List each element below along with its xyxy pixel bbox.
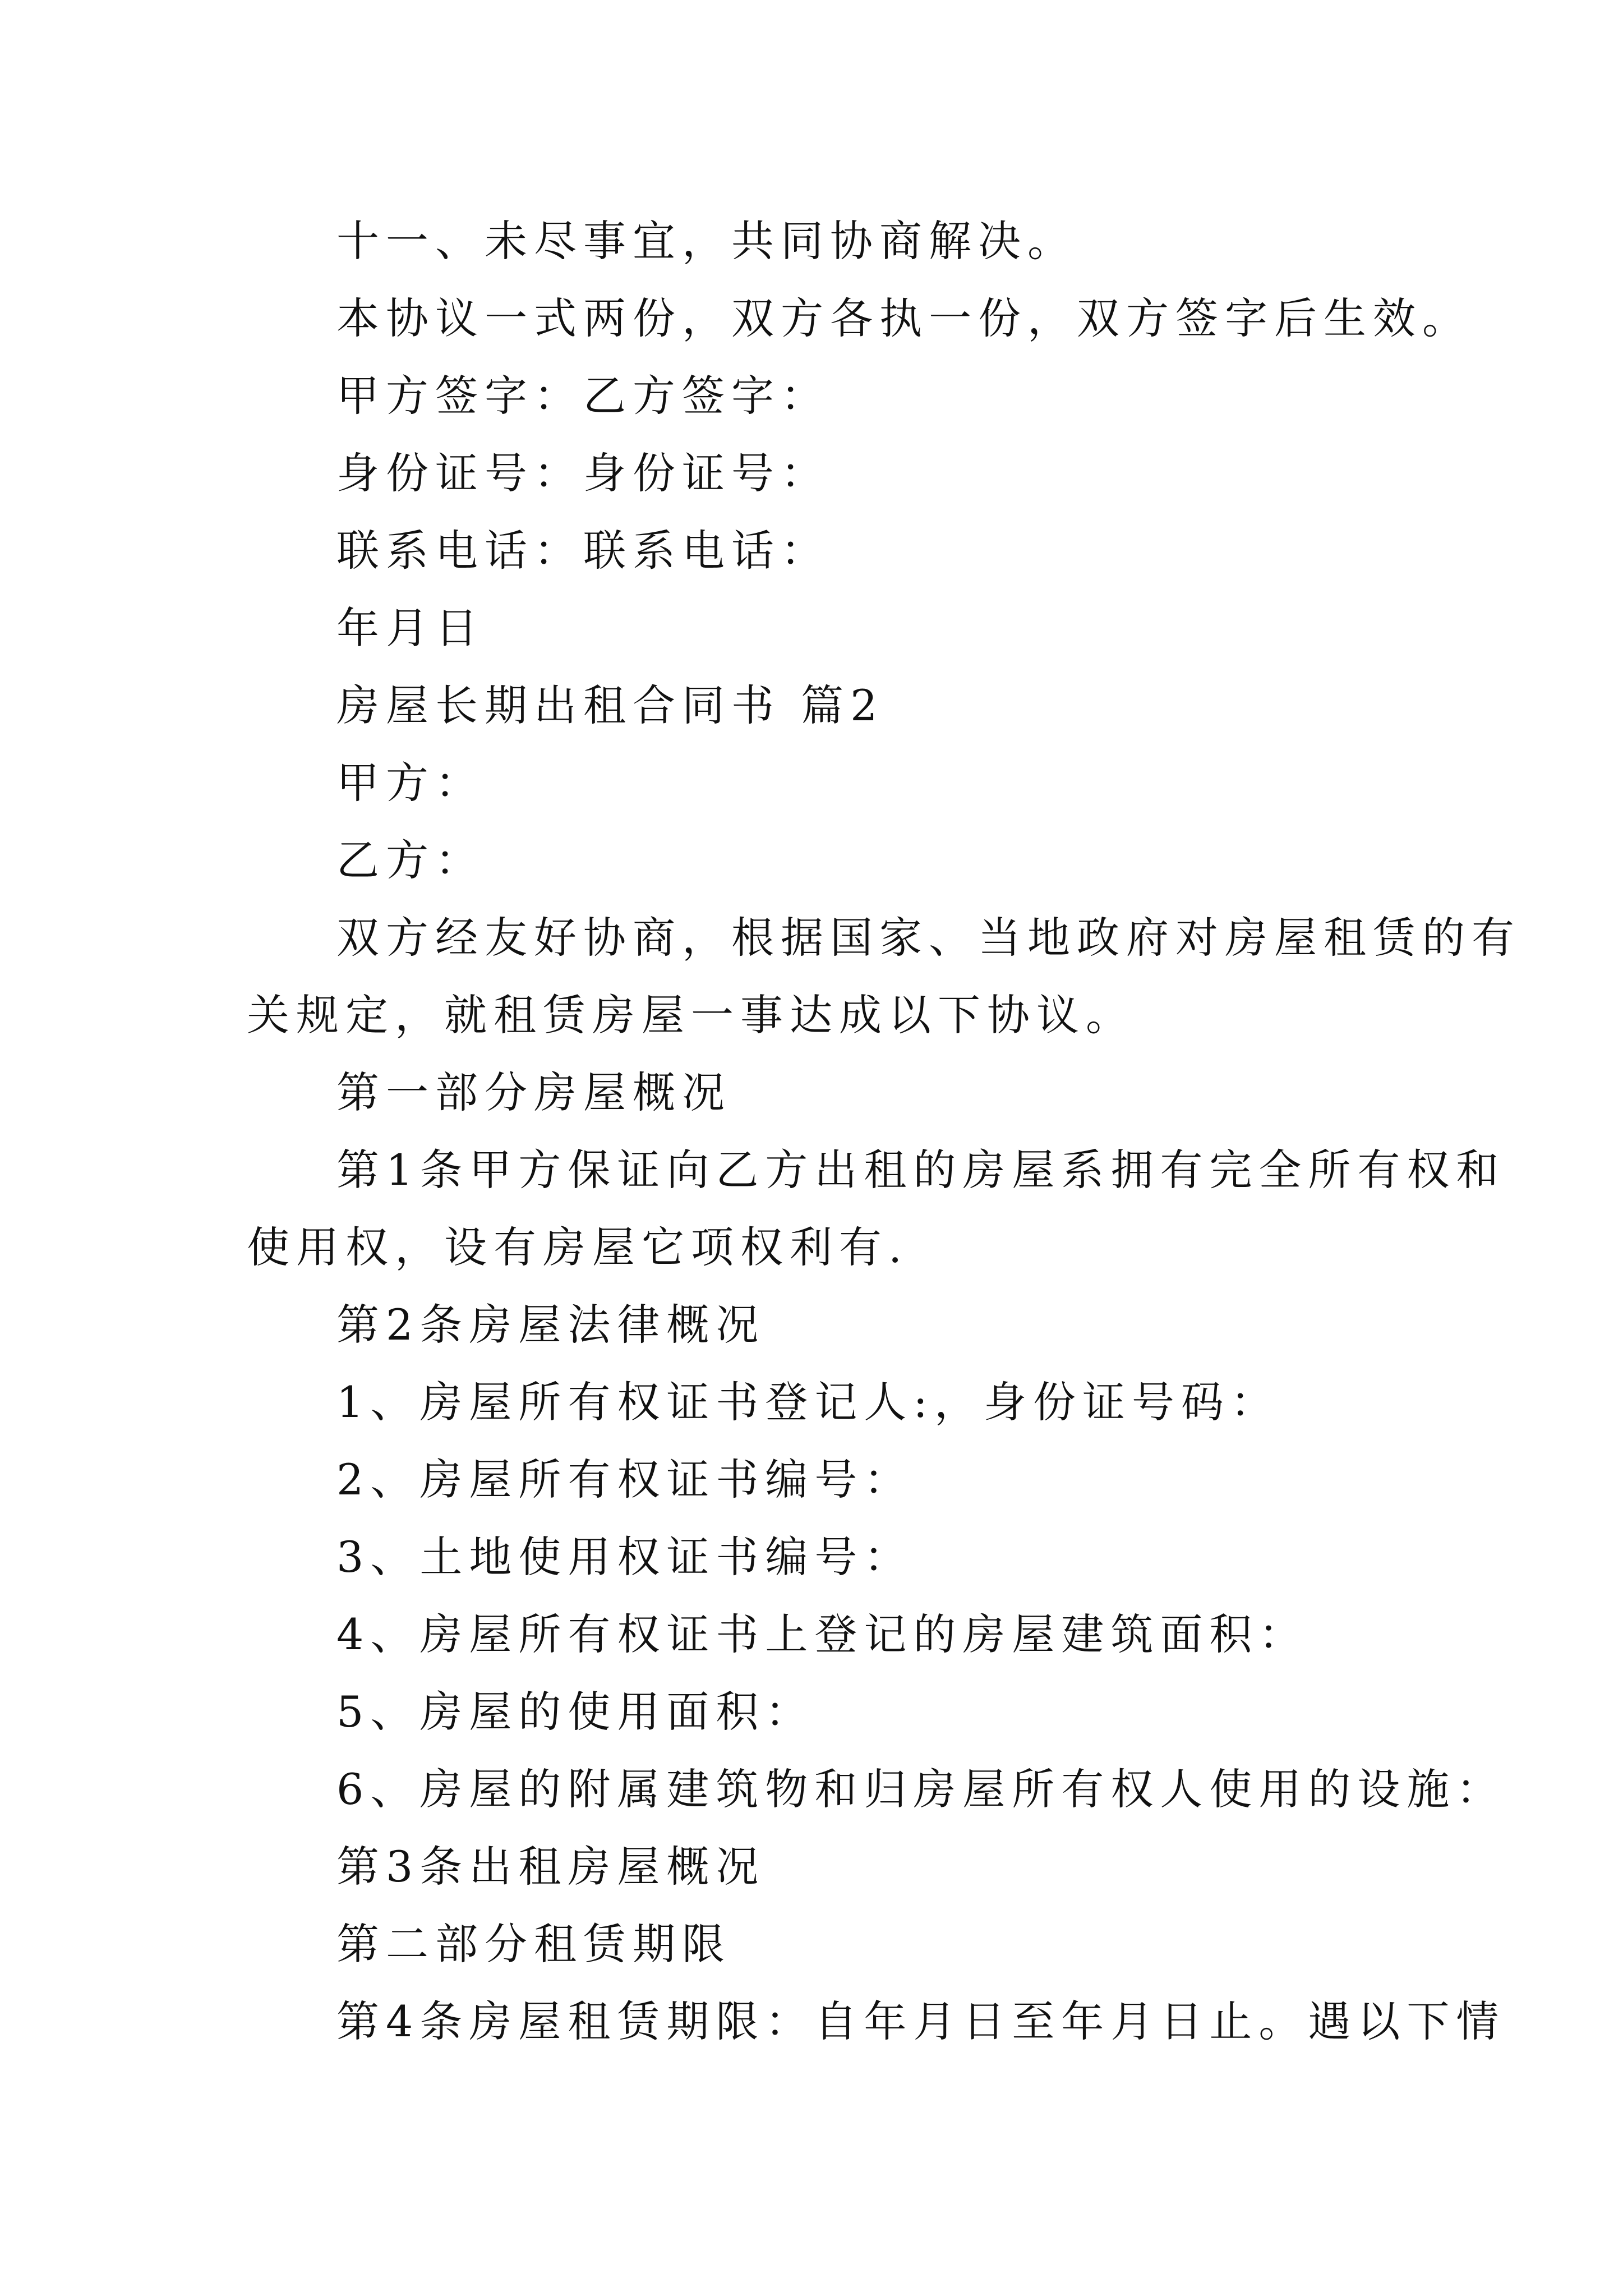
preamble-line-2: 关规定，就租赁房屋一事达成以下协议。 — [247, 990, 1135, 1040]
section-title: 房屋长期出租合同书 篇2 — [336, 680, 884, 730]
list-item-3: 3、土地使用权证书编号： — [336, 1532, 914, 1582]
list-item-4: 4、房屋所有权证书上登记的房屋建筑面积： — [336, 1609, 1308, 1659]
article-1-line-1: 第1条甲方保证向乙方出租的房屋系拥有完全所有权和 — [336, 1145, 1506, 1195]
list-item-2: 2、房屋所有权证书编号： — [336, 1455, 914, 1504]
signature-line: 甲方签字：乙方签字： — [336, 371, 830, 421]
party-b-line: 乙方： — [336, 835, 485, 885]
list-item-5: 5、房屋的使用面积： — [336, 1687, 815, 1737]
party-a-line: 甲方： — [336, 758, 485, 808]
copies-statement: 本协议一式两份，双方各执一份，双方签字后生效。 — [336, 293, 1472, 343]
date-line: 年月日 — [336, 603, 485, 653]
list-item-6: 6、房屋的附属建筑物和归房屋所有权人使用的设施： — [336, 1764, 1506, 1814]
part-one-heading: 第一部分房屋概况 — [336, 1068, 731, 1117]
list-item-1: 1、房屋所有权证书登记人:，身份证号码： — [336, 1377, 1280, 1427]
phone-line: 联系电话：联系电话： — [336, 526, 830, 576]
article-2-heading: 第2条房屋法律概况 — [336, 1300, 766, 1350]
clause-eleven: 十一、未尽事宜，共同协商解决。 — [336, 216, 1077, 266]
article-3-heading: 第3条出租房屋概况 — [336, 1842, 766, 1892]
id-number-line: 身份证号：身份证号： — [336, 448, 830, 498]
part-two-heading: 第二部分租赁期限 — [336, 1919, 731, 1969]
article-4-line-1: 第4条房屋租赁期限：自年月日至年月日止。遇以下情 — [336, 1996, 1506, 2046]
preamble-line-1: 双方经友好协商，根据国家、当地政府对房屋租赁的有 — [336, 913, 1521, 963]
article-1-line-2: 使用权，设有房屋它项权利有. — [247, 1222, 909, 1272]
